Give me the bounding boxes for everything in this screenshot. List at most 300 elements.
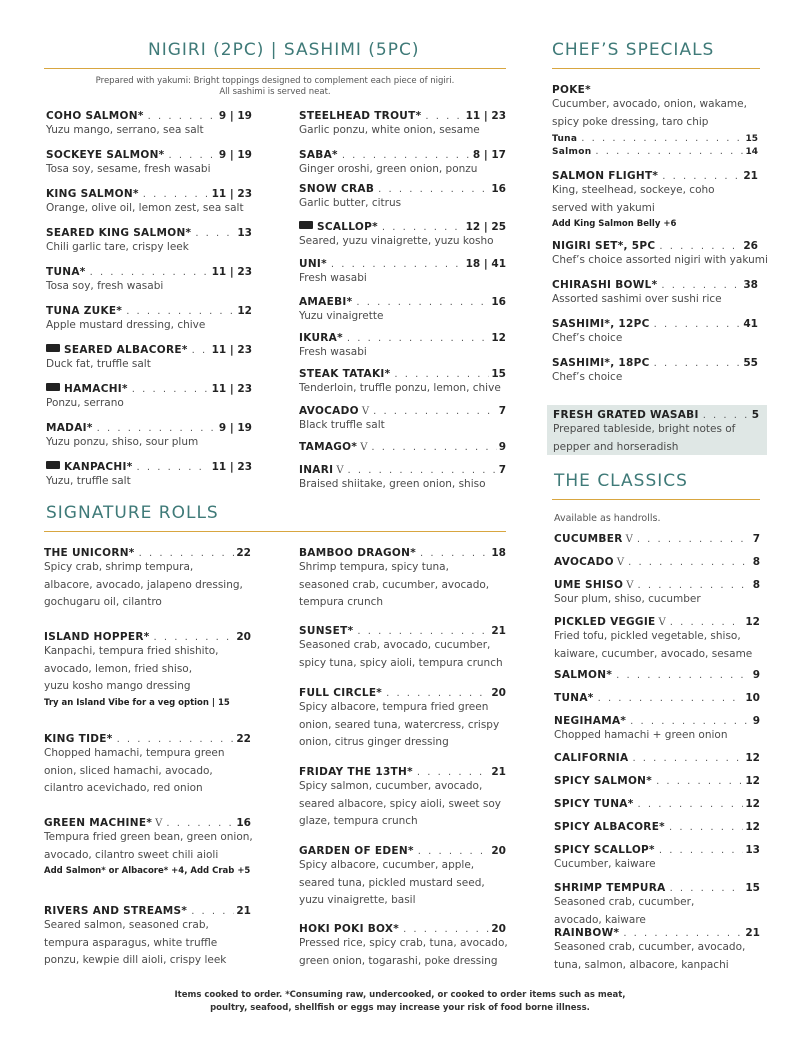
menu-item-description: Seared salmon, seasoned crab, (44, 919, 209, 931)
menu-item-description: avocado, kaiware (554, 913, 646, 926)
menu-item (554, 927, 760, 974)
menu-item (46, 461, 252, 491)
menu-item-row (554, 669, 760, 681)
dot-leader (154, 632, 235, 643)
dot-leader (97, 423, 217, 434)
menu-item (552, 279, 758, 309)
menu-item (299, 258, 506, 288)
menu-item-row (44, 905, 251, 917)
menu-item-name: SEARED KING SALMON* (46, 227, 192, 239)
menu-item (554, 579, 760, 609)
menu-item-description: Yuzu, truffle salt (46, 475, 131, 487)
dot-leader (356, 297, 489, 308)
poke-option (552, 146, 758, 157)
menu-item (299, 296, 506, 326)
menu-item-price: 11 | 23 (211, 188, 252, 200)
dot-leader (347, 333, 489, 344)
menu-item (46, 305, 252, 335)
menu-item-price: 11 | 23 (465, 110, 506, 122)
menu-item-row (552, 357, 758, 369)
dot-leader (425, 111, 463, 122)
menu-item (299, 221, 506, 251)
menu-item (46, 110, 252, 140)
poke-option-price: 14 (745, 147, 758, 157)
menu-item-name: CHIRASHI BOWL* (552, 279, 658, 291)
dot-leader (373, 406, 497, 417)
nigiri-note-line2: All sashimi is served neat. (219, 87, 331, 97)
menu-item-row (552, 84, 758, 96)
menu-item-price: 15 (745, 882, 760, 894)
menu-item-price: 21 (743, 170, 758, 182)
menu-item (299, 923, 506, 970)
dot-leader (126, 306, 235, 317)
menu-item (46, 188, 252, 218)
rolls-divider (44, 531, 506, 532)
menu-item-name: MADAI* (46, 422, 93, 434)
menu-item-row (554, 927, 760, 939)
dot-leader (670, 617, 744, 628)
menu-item-name: SHRIMP TEMPURA (554, 882, 666, 894)
menu-item-price: 11 | 23 (211, 266, 252, 278)
menu-item-price: 22 (236, 547, 251, 559)
dot-leader (654, 358, 742, 369)
menu-item (46, 422, 252, 452)
menu-item-name: RIVERS AND STREAMS* (44, 905, 188, 917)
menu-item-description: seared tuna, pickled mustard seed, (299, 876, 485, 889)
menu-item-name: SUNSET* (299, 625, 354, 637)
menu-item (44, 905, 251, 970)
poke-option-name: Tuna (552, 134, 578, 144)
menu-item-description: Ponzu, serrano (46, 397, 124, 409)
menu-item-description: Yuzu ponzu, shiso, sour plum (46, 436, 199, 448)
menu-item-row (299, 258, 506, 270)
dot-leader (669, 822, 743, 833)
dot-leader (386, 688, 489, 699)
menu-item (554, 556, 760, 568)
menu-item (299, 110, 506, 140)
menu-item-description: Fried tofu, pickled vegetable, shiso, (554, 630, 741, 642)
menu-item-description: glaze, tempura crunch (299, 815, 418, 827)
dot-leader (403, 924, 489, 935)
menu-item-description: Chili garlic tare, crispy leek (46, 241, 189, 253)
nigiri-note-line1: Prepared with yakumi: Bright toppings designed to complement each piece of nigiri. (95, 76, 455, 86)
menu-item-name: POKE* (552, 84, 591, 96)
menu-item-name: NIGIRI SET*, 5PC (552, 240, 656, 252)
dot-leader (662, 171, 741, 182)
menu-item-price: 18 (491, 547, 506, 559)
menu-item-name: TUNA ZUKE* (46, 305, 123, 317)
dot-leader (616, 670, 751, 681)
dot-leader (420, 548, 489, 559)
menu-item-name: FRIDAY THE 13TH* (299, 766, 413, 778)
menu-item-price: 13 (745, 844, 760, 856)
menu-item-name: TAMAGO* (299, 441, 358, 453)
menu-item-row (299, 110, 506, 122)
dot-leader (357, 626, 489, 637)
menu-item (554, 669, 760, 681)
dot-leader (670, 883, 744, 894)
poke-options (552, 133, 758, 157)
menu-item-price: 7 (498, 405, 506, 417)
menu-item-description: Chopped hamachi, tempura green (44, 747, 225, 759)
menu-item-description: spicy poke dressing, taro chip (552, 115, 709, 128)
menu-item-price: 12 (491, 332, 506, 344)
menu-item (46, 383, 252, 413)
menu-item-price: 9 | 19 (218, 149, 252, 161)
menu-item-name: SASHIMI*, 18PC (552, 357, 650, 369)
menu-item-name: SEARED ALBACORE* (64, 344, 188, 356)
menu-item-row (44, 817, 251, 829)
menu-item-price: 16 (236, 817, 251, 829)
menu-item-description: ponzu, kewpie dill aioli, crispy leek (44, 954, 227, 966)
menu-item-price: 12 (237, 305, 252, 317)
menu-item-name: KING SALMON* (46, 188, 139, 200)
menu-item-row (46, 188, 252, 200)
menu-item-description: Apple mustard dressing, chive (46, 319, 206, 331)
menu-item-price: 10 (745, 692, 760, 704)
menu-item (554, 798, 760, 810)
menu-item-description: yuzu vinaigrette, basil (299, 894, 416, 906)
menu-item-row (299, 149, 506, 161)
menu-item-description: Black truffle salt (299, 419, 385, 431)
dot-leader (630, 716, 751, 727)
menu-item (299, 149, 506, 179)
menu-item-name: SPICY TUNA* (554, 798, 634, 810)
menu-item-name: NEGIHAMA* (554, 715, 627, 727)
menu-item-description: onion, citrus ginger dressing (299, 736, 449, 748)
menu-item-row (299, 405, 506, 417)
menu-item-description: Kanpachi, tempura fried shishito, (44, 645, 219, 657)
menu-item-row (46, 266, 252, 278)
menu-item-description: Prepared tableside, bright notes of (553, 423, 736, 435)
menu-item-description: tempura crunch (299, 596, 384, 608)
menu-item-row (554, 692, 760, 704)
menu-item-description: Chef’s choice (552, 371, 623, 383)
menu-item-description: Fresh wasabi (299, 346, 367, 358)
menu-item-price: 8 | 17 (472, 149, 506, 161)
menu-item-name: SPICY SALMON* (554, 775, 653, 787)
menu-item-description: Chef’s choice (552, 332, 623, 344)
footer-disclaimer (60, 989, 740, 1015)
menu-item-row (552, 170, 758, 182)
menu-item (552, 318, 758, 348)
menu-item-row (46, 110, 252, 122)
dot-leader (143, 189, 210, 200)
menu-item-name: CUCUMBER (554, 533, 623, 545)
menu-item (552, 240, 768, 270)
menu-item-name: AVOCADO (554, 556, 614, 568)
menu-item-description: Tenderloin, truffle ponzu, lemon, chive (299, 382, 501, 394)
vegetarian-icon: V (616, 557, 625, 568)
menu-item (299, 332, 506, 362)
menu-item (554, 882, 760, 929)
classics-note: Available as handrolls. (554, 513, 661, 524)
menu-item-name: GREEN MACHINE* (44, 817, 153, 829)
menu-item-row (554, 798, 760, 810)
menu-item-name: SCALLOP* (317, 221, 378, 233)
dot-leader (637, 580, 750, 591)
menu-item-name: AMAEBI* (299, 296, 353, 308)
menu-item-name: STEELHEAD TROUT* (299, 110, 422, 122)
menu-item-name: IKURA* (299, 332, 343, 344)
dot-leader (656, 776, 743, 787)
badge-icon (46, 461, 60, 469)
menu-item-row (44, 631, 251, 643)
menu-item-price: 8 (752, 556, 760, 568)
menu-item-addon: Add Salmon* or Albacore* +4, Add Crab +5 (44, 866, 251, 876)
menu-item-name: STEAK TATAKI* (299, 368, 391, 380)
dot-leader (342, 150, 471, 161)
menu-item (46, 149, 252, 179)
nigiri-divider (44, 68, 506, 69)
dot-leader (623, 928, 743, 939)
badge-icon (46, 383, 60, 391)
menu-item-price: 13 (237, 227, 252, 239)
menu-item-row (46, 344, 252, 356)
menu-item-description: Orange, olive oil, lemon zest, sea salt (46, 202, 244, 214)
menu-item-name: SNOW CRAB (299, 183, 375, 195)
menu-item-description: avocado, lemon, fried shiso, (44, 662, 193, 675)
menu-item-price: 55 (743, 357, 758, 369)
menu-item (44, 631, 251, 708)
menu-item-row (299, 296, 506, 308)
menu-item-description: Tosa soy, sesame, fresh wasabi (46, 163, 211, 175)
menu-item-description: cilantro acevichado, red onion (44, 782, 203, 794)
menu-item-name: HAMACHI* (64, 383, 128, 395)
menu-item-description: Shrimp tempura, spicy tuna, (299, 561, 449, 573)
menu-item-description: Seasoned crab, avocado, cucumber, (299, 639, 491, 651)
menu-item-description: pepper and horseradish (553, 440, 679, 453)
menu-item-description: seasoned crab, cucumber, avocado, (299, 578, 490, 591)
menu-item-price: 7 (752, 533, 760, 545)
menu-item-name: SPICY ALBACORE* (554, 821, 665, 833)
dot-leader (581, 133, 743, 144)
menu-item-addon: Add King Salmon Belly +6 (552, 219, 677, 229)
dot-leader (637, 534, 751, 545)
dot-leader (628, 557, 751, 568)
menu-item-price: 11 | 23 (211, 344, 252, 356)
menu-item-price: 5 (751, 409, 759, 421)
dot-leader (654, 319, 742, 330)
menu-item-description: Tempura fried green bean, green onion, (44, 831, 253, 843)
dot-leader (703, 410, 750, 421)
menu-item-price: 22 (236, 733, 251, 745)
dot-leader (595, 146, 743, 157)
menu-item-description: tempura asparagus, white truffle (44, 936, 218, 949)
menu-item-price: 21 (491, 625, 506, 637)
menu-item-price: 16 (491, 183, 506, 195)
dot-leader (417, 767, 489, 778)
menu-item-description: Chef’s choice assorted nigiri with yakumi (552, 254, 768, 266)
menu-item-description: Seasoned crab, cucumber, (554, 896, 695, 908)
menu-item-row (46, 305, 252, 317)
menu-item-row (46, 149, 252, 161)
menu-item-price: 9 | 19 (218, 422, 252, 434)
menu-item-description: kaiware, cucumber, avocado, sesame (554, 647, 753, 660)
menu-item-name: CALIFORNIA (554, 752, 629, 764)
menu-item (299, 441, 506, 453)
menu-item-name: RAINBOW* (554, 927, 620, 939)
menu-item-name: AVOCADO (299, 405, 359, 417)
menu-item-description: gochugaru oil, cilantro (44, 596, 162, 608)
menu-item-row (554, 715, 760, 727)
menu-item (552, 357, 758, 387)
menu-item-price: 21 (236, 905, 251, 917)
menu-item-description: green onion, togarashi, poke dressing (299, 954, 498, 967)
vegetarian-icon: V (361, 406, 370, 417)
dot-leader (659, 241, 741, 252)
menu-item-price: 16 (491, 296, 506, 308)
menu-item (554, 533, 760, 545)
menu-item-addon: Try an Island Vibe for a veg option | 15 (44, 697, 230, 708)
menu-item-row (554, 533, 760, 545)
poke-option-price: 15 (745, 134, 758, 144)
vegetarian-icon: V (625, 534, 633, 545)
menu-item-price: 11 | 23 (211, 383, 252, 395)
menu-item-price: 20 (491, 845, 506, 857)
menu-item (552, 170, 758, 229)
footer-line2: poultry, seafood, shellfish or eggs may increase your risk of food borne illness. (210, 1003, 590, 1013)
menu-item-row (44, 733, 251, 745)
menu-item-price: 12 (745, 798, 760, 810)
dot-leader (378, 184, 489, 195)
menu-item-name: INARI (299, 464, 334, 476)
menu-item-name: UME SHISO (554, 579, 624, 591)
dot-leader (661, 280, 741, 291)
menu-item-row (554, 616, 760, 628)
menu-item-row (46, 227, 252, 239)
menu-item-name: KING TIDE* (44, 733, 113, 745)
dot-leader (659, 845, 744, 856)
menu-item-row (46, 383, 252, 395)
vegetarian-icon: V (626, 580, 634, 591)
menu-item-price: 12 (745, 752, 760, 764)
menu-item (299, 766, 506, 831)
menu-item (44, 817, 251, 876)
menu-item-price: 20 (491, 687, 506, 699)
menu-item-price: 9 (752, 669, 760, 681)
menu-item-description: Seasoned crab, cucumber, avocado, (554, 941, 746, 953)
menu-item-price: 9 | 19 (218, 110, 252, 122)
menu-item-row (299, 923, 506, 935)
menu-item-row (554, 844, 760, 856)
menu-item-description: tuna, salmon, albacore, kanpachi (554, 958, 729, 971)
specials-section-title: CHEF’S SPECIALS (552, 40, 715, 60)
menu-item (299, 183, 506, 213)
menu-item-description: Cucumber, kaiware (554, 858, 656, 870)
menu-item-row (46, 422, 252, 434)
menu-item (299, 625, 506, 672)
menu-item-description: Assorted sashimi over sushi rice (552, 293, 722, 305)
menu-item (299, 845, 506, 910)
menu-item-description: onion, sliced hamachi, avocado, (44, 764, 213, 777)
poke-option (552, 133, 758, 144)
menu-item-description: spicy tuna, spicy aioli, tempura crunch (299, 656, 503, 669)
menu-item-name: SPICY SCALLOP* (554, 844, 655, 856)
menu-item-price: 20 (236, 631, 251, 643)
menu-item-description: avocado, cilantro sweet chili aioli (44, 848, 219, 861)
menu-item-price: 9 (752, 715, 760, 727)
menu-item-name: KANPACHI* (64, 461, 133, 473)
menu-item-row (299, 183, 506, 195)
menu-item-name: GARDEN OF EDEN* (299, 845, 414, 857)
menu-item-row (553, 409, 759, 421)
menu-item-description: Pressed rice, spicy crab, tuna, avocado, (299, 937, 508, 949)
dot-leader (418, 846, 490, 857)
menu-item (299, 687, 506, 752)
menu-item-name: TUNA* (46, 266, 86, 278)
menu-item (553, 409, 759, 456)
rolls-section-title: SIGNATURE ROLLS (46, 503, 219, 523)
menu-item-row (299, 332, 506, 344)
menu-item-row (552, 279, 758, 291)
dot-leader (191, 906, 234, 917)
menu-item-price: 41 (743, 318, 758, 330)
menu-item-price: 11 | 23 (211, 461, 252, 473)
menu-item (44, 733, 251, 798)
vegetarian-icon: V (360, 442, 368, 453)
menu-item (554, 616, 760, 663)
menu-item-row (554, 882, 760, 894)
menu-item-description: Duck fat, truffle salt (46, 358, 151, 370)
menu-item (299, 405, 506, 435)
menu-item-name: SOCKEYE SALMON* (46, 149, 165, 161)
menu-item-name: FULL CIRCLE* (299, 687, 383, 699)
menu-item (299, 547, 506, 612)
menu-item-description: Ginger oroshi, green onion, ponzu (299, 163, 478, 175)
menu-item-price: 26 (743, 240, 758, 252)
menu-item-row (552, 240, 758, 252)
menu-item-name: HOKI POKI BOX* (299, 923, 400, 935)
menu-item (554, 715, 760, 745)
menu-item-price: 12 (745, 616, 760, 628)
menu-item-description: King, steelhead, sockeye, coho (552, 184, 715, 196)
vegetarian-icon: V (336, 465, 344, 476)
menu-item-row (46, 461, 252, 473)
menu-item-name: COHO SALMON* (46, 110, 144, 122)
dot-leader (139, 548, 235, 559)
dot-leader (137, 462, 210, 473)
menu-item-price: 12 | 25 (465, 221, 506, 233)
menu-item-description: Garlic ponzu, white onion, sesame (299, 124, 480, 136)
menu-item (46, 227, 252, 257)
dot-leader (382, 222, 464, 233)
menu-item-description: Seared, yuzu vinaigrette, yuzu kosho (299, 235, 494, 247)
menu-item-price: 9 (498, 441, 506, 453)
poke-item (552, 84, 758, 157)
menu-item-row (299, 625, 506, 637)
menu-item-description: albacore, avocado, jalapeno dressing, (44, 578, 243, 591)
menu-item-description: onion, seared tuna, watercress, crispy (299, 718, 500, 731)
menu-item-description: Spicy crab, shrimp tempura, (44, 561, 194, 573)
menu-item-price: 38 (743, 279, 758, 291)
menu-item-description: yuzu kosho mango dressing (44, 680, 191, 692)
dot-leader (598, 693, 744, 704)
menu-item-name: PICKLED VEGGIE (554, 616, 656, 628)
menu-item-name: UNI* (299, 258, 327, 270)
menu-item-price: 12 (745, 775, 760, 787)
menu-item-description: Yuzu mango, serrano, sea salt (46, 124, 204, 136)
menu-item-description: Yuzu vinaigrette (299, 310, 384, 322)
menu-item-price: 7 (498, 464, 506, 476)
menu-item-row (299, 464, 506, 476)
menu-item-name: SALMON FLIGHT* (552, 170, 659, 182)
menu-item (554, 692, 760, 704)
menu-item-name: SASHIMI*, 12PC (552, 318, 650, 330)
dot-leader (168, 150, 216, 161)
menu-item (299, 464, 506, 494)
menu-item-description: Spicy salmon, cucumber, avocado, (299, 780, 483, 792)
